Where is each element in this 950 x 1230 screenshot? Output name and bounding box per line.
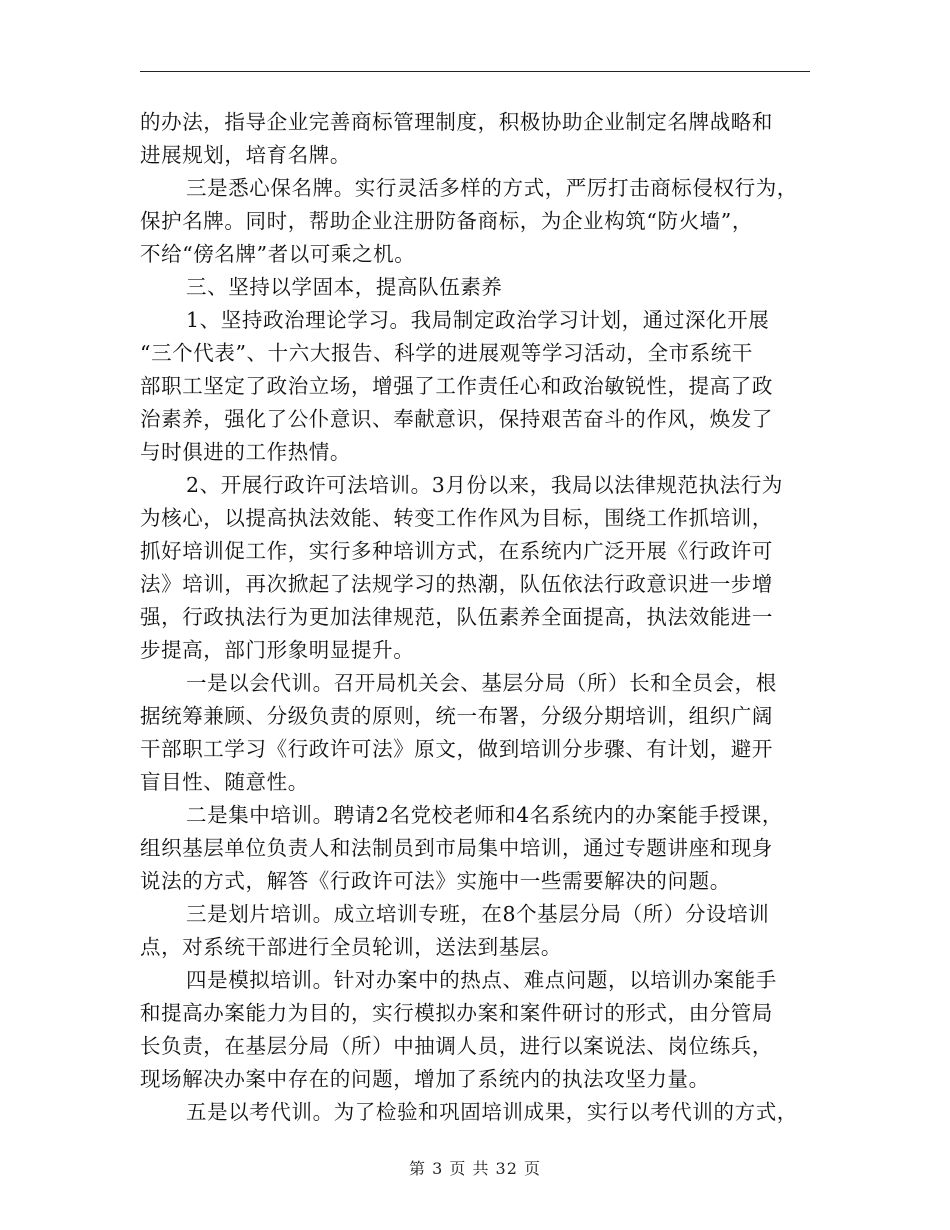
text-line: 部职工坚定了政治立场，增强了工作责任心和政治敏锐性，提高了政 [140,374,773,398]
text-line: 不给“傍名牌”者以可乘之机。 [140,242,416,266]
text-line: 进展规划，培育名牌。 [140,143,351,167]
text-line: 一是以会代训。召开局机关会、基层分局（所）长和全员会，根 [186,671,777,695]
text-line: 据统筹兼顾、分级负责的原则，统一布署，分级分期培训，组织广阔 [140,704,773,728]
text-line: 二是集中培训。聘请2名党校老师和4名系统内的办案能手授课， [186,803,783,827]
text-line: 2、开展行政许可法培训。3月份以来，我局以法律规范执法行为 [186,473,783,497]
text-line: 和提高办案能力为目的，实行模拟办案和案件研讨的形式，由分管局 [140,1001,773,1025]
text-line: 强，行政执法行为更加法律规范，队伍素养全面提高，执法效能进一 [140,605,773,629]
text-line: 长负责，在基层分局（所）中抽调人员，进行以案说法、岗位练兵， [140,1034,773,1058]
text-line: 组织基层单位负责人和法制员到市局集中培训，通过专题讲座和现身 [140,836,773,860]
text-line: 法》培训，再次掀起了法规学习的热潮，队伍依法行政意识进一步增 [140,572,773,596]
text-line: 为核心，以提高执法效能、转变工作作风为目标，围绕工作抓培训， [140,506,773,530]
text-line: 现场解决办案中存在的问题，增加了系统内的执法攻坚力量。 [140,1067,710,1091]
text-line: 与时俱进的工作热情。 [140,440,351,464]
text-line: 点，对系统干部进行全员轮训，送法到基层。 [140,935,562,959]
text-line: 三、坚持以学固本，提高队伍素养 [186,275,503,299]
text-line: 干部职工学习《行政许可法》原文，做到培训分步骤、有计划，避开 [140,737,773,761]
text-line: 的办法，指导企业完善商标管理制度，积极协助企业制定名牌战略和 [140,110,773,134]
page-footer: 第 3 页 共 32 页 [409,1159,541,1178]
document-body [140,106,815,1129]
text-line: 四是模拟培训。针对办案中的热点、难点问题，以培训办案能手 [186,968,777,992]
text-line: 五是以考代训。为了检验和巩固培训成果，实行以考代训的方式， [186,1100,798,1124]
text-line: “三个代表”、十六大报告、科学的进展观等学习活动，全市系统干 [140,341,753,365]
text-line: 步提高，部门形象明显提升。 [140,638,415,662]
text-line: 抓好培训促工作，实行多种培训方式，在系统内广泛开展《行政许可 [140,539,773,563]
text-line: 说法的方式，解答《行政许可法》实施中一些需要解决的问题。 [140,869,731,893]
header-rule [140,71,810,72]
text-line: 1、坚持政治理论学习。我局制定政治学习计划，通过深化开展 [186,308,770,332]
text-line: 盲目性、随意性。 [140,770,309,794]
text-line: 治素养，强化了公仆意识、奉献意识，保持艰苦奋斗的作风，焕发了 [140,407,773,431]
text-line: 保护名牌。同时，帮助企业注册防备商标，为企业构筑“防火墙”， [140,209,753,233]
text-line: 三是悉心保名牌。实行灵活多样的方式，严厉打击商标侵权行为， [186,176,798,200]
text-line: 三是划片培训。成立培训专班，在8个基层分局（所）分设培训 [186,902,770,926]
